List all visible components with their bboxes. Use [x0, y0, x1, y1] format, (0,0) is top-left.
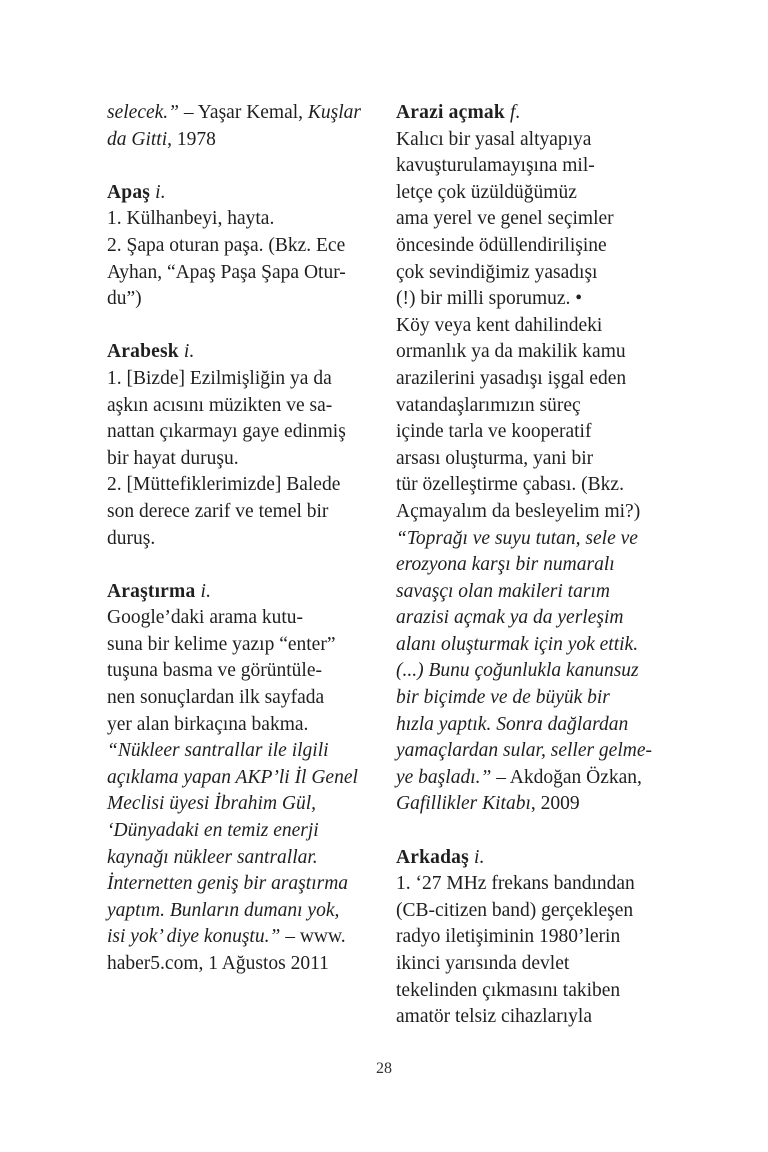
quote-line: ‘Dünyadaki en temiz enerji — [107, 820, 319, 842]
book-title: Gafillikler Kitabı — [396, 793, 531, 815]
quote-text: selecek.” — [107, 102, 180, 123]
quote-line: arazisi açmak ya da yerleşim — [396, 607, 624, 629]
definition-line: 2. [Müttefiklerimizde] Balede — [107, 474, 341, 496]
definition-line: yer alan birkaçına bakma. — [107, 713, 309, 735]
quote-line — [107, 100, 369, 127]
headword-text: Arazi açmak — [396, 102, 505, 123]
definition-line: 1. [Bizde] Ezilmişliğin ya da — [107, 367, 332, 389]
definition-line: öncesinde ödüllendirilişine — [396, 234, 607, 256]
grammar-tag: i. — [474, 846, 485, 868]
quote-line — [107, 924, 369, 951]
definition-line: amatör telsiz cihazlarıyla — [396, 1006, 592, 1028]
definition-line: du”) — [107, 288, 142, 310]
definition-line: Açmayalım da besleyelim mi?) — [396, 500, 641, 522]
quote-line: erozyona karşı bir numaralı — [396, 554, 615, 576]
quote-attribution: – Yaşar Kemal, — [179, 102, 308, 123]
definition-line: nen sonuçlardan ilk sayfada — [107, 687, 325, 709]
definition-line: suna bir kelime yazıp “enter” — [107, 633, 336, 655]
definition-line: tekelinden çıkmasını takiben — [396, 979, 621, 1001]
definition-line: arazilerini yasadışı işgal eden — [396, 367, 627, 389]
quote-source — [396, 791, 658, 818]
grammar-tag: i. — [200, 580, 212, 602]
dictionary-entry-arabesk — [107, 339, 369, 552]
headword-text: Arkadaş — [396, 846, 469, 868]
quote-year: , 1978 — [167, 128, 216, 150]
grammar-tag: i. — [155, 181, 166, 203]
right-column — [396, 100, 658, 1031]
definition-line: içinde tarla ve kooperatif — [396, 421, 592, 443]
quote-year: , 2009 — [530, 793, 580, 815]
quote-source: haber5.com, 1 Ağustos 2011 — [107, 953, 329, 974]
quote-line: yamaçlardan sular, seller gelme- — [396, 740, 652, 762]
quote-attribution: – www. — [280, 926, 346, 948]
entry-headword — [107, 180, 369, 207]
entry-headword — [396, 100, 658, 127]
quote-line: yaptım. Bunların dumanı yok, — [107, 899, 340, 921]
definition-line: 1. ‘27 MHz frekans bandından — [396, 873, 635, 895]
definition-line: kavuşturulamayışına mil- — [396, 155, 595, 177]
quote-line: İnternetten geniş bir araştırma — [107, 873, 349, 895]
definition-line: çok sevindiğimiz yasadışı — [396, 261, 598, 283]
quote-line: bir biçimde ve de büyük bir — [396, 687, 610, 709]
definition-line: letçe çok üzüldüğümüz — [396, 181, 577, 203]
definition-line: bir hayat duruşu. — [107, 447, 239, 469]
definition-line: tuşuna basma ve görüntüle- — [107, 660, 322, 682]
definition-line: tür özelleştirme çabası. (Bkz. — [396, 474, 624, 496]
carry-over-quote — [107, 100, 369, 153]
definition-line: aşkın acısını müzikten ve sa- — [107, 394, 333, 416]
dictionary-entry-arkadas — [396, 845, 658, 1031]
dictionary-entry-arazi-acmak — [396, 100, 658, 818]
definition-line: ikinci yarısında devlet — [396, 953, 570, 974]
grammar-tag: f. — [509, 102, 521, 123]
grammar-tag: i. — [183, 341, 195, 363]
quote-line: alanı oluşturmak için yok ettik. — [396, 633, 639, 655]
definition-line: ama yerel ve genel seçimler — [396, 208, 614, 230]
entry-headword — [396, 845, 658, 872]
quote-line: “Toprağı ve suyu tutan, sele ve — [396, 527, 638, 549]
quote-line: açıklama yapan AKP’li İl Genel — [107, 766, 358, 788]
quote-line: (...) Bunu çoğunlukla kanunsuz — [396, 660, 639, 682]
quote-text: isi yok’ diye konuştu.” — [107, 926, 281, 948]
definition-line: ormanlık ya da makilik kamu — [396, 341, 626, 363]
headword-text: Araştırma — [107, 580, 196, 602]
definition-line: 2. Şapa oturan paşa. (Bkz. Ece — [107, 234, 346, 256]
definition-line: duruş. — [107, 527, 156, 549]
definition-line: son derece zarif ve temel bir — [107, 500, 329, 522]
book-title: da Gitti — [107, 128, 168, 150]
quote-text: ye başladı.” — [396, 766, 492, 788]
dictionary-entry-apas — [107, 180, 369, 313]
definition-line: Ayhan, “Apaş Paşa Şapa Otur- — [107, 261, 346, 283]
quote-line: kaynağı nükleer santrallar. — [107, 846, 318, 868]
definition-line: 1. Külhanbeyi, hayta. — [107, 208, 275, 230]
definition-line: (!) bir milli sporumuz. • — [396, 288, 583, 310]
entry-headword — [107, 579, 369, 606]
headword-text: Arabesk — [107, 341, 179, 363]
headword-text: Apaş — [107, 181, 151, 203]
book-title: Kuşlar — [307, 102, 362, 123]
definition-line: arsası oluşturma, yani bir — [396, 447, 594, 469]
definition-line: vatandaşlarımızın süreç — [396, 394, 581, 416]
left-column — [107, 100, 369, 978]
definition-line: Kalıcı bir yasal altyapıya — [396, 128, 592, 150]
definition-line: nattan çıkarmayı gaye edinmiş — [107, 421, 346, 443]
definition-line: radyo iletişiminin 1980’lerin — [396, 926, 621, 948]
definition-line: (CB-citizen band) gerçekleşen — [396, 899, 634, 921]
definition-line: Köy veya kent dahilindeki — [396, 314, 603, 336]
quote-line — [396, 765, 658, 792]
dictionary-entry-arastirma — [107, 579, 369, 978]
entry-headword — [107, 339, 369, 366]
quote-line — [107, 127, 369, 154]
quote-line: hızla yaptık. Sonra dağlardan — [396, 713, 629, 735]
quote-line: Meclisi üyesi İbrahim Gül, — [107, 793, 317, 815]
quote-line: savaşçı olan makileri tarım — [396, 580, 610, 602]
quote-attribution: – Akdoğan Özkan, — [491, 766, 642, 788]
definition-line: Google’daki arama kutu- — [107, 607, 304, 629]
quote-line: “Nükleer santrallar ile ilgili — [107, 740, 329, 762]
page-number: 28 — [376, 1060, 392, 1077]
